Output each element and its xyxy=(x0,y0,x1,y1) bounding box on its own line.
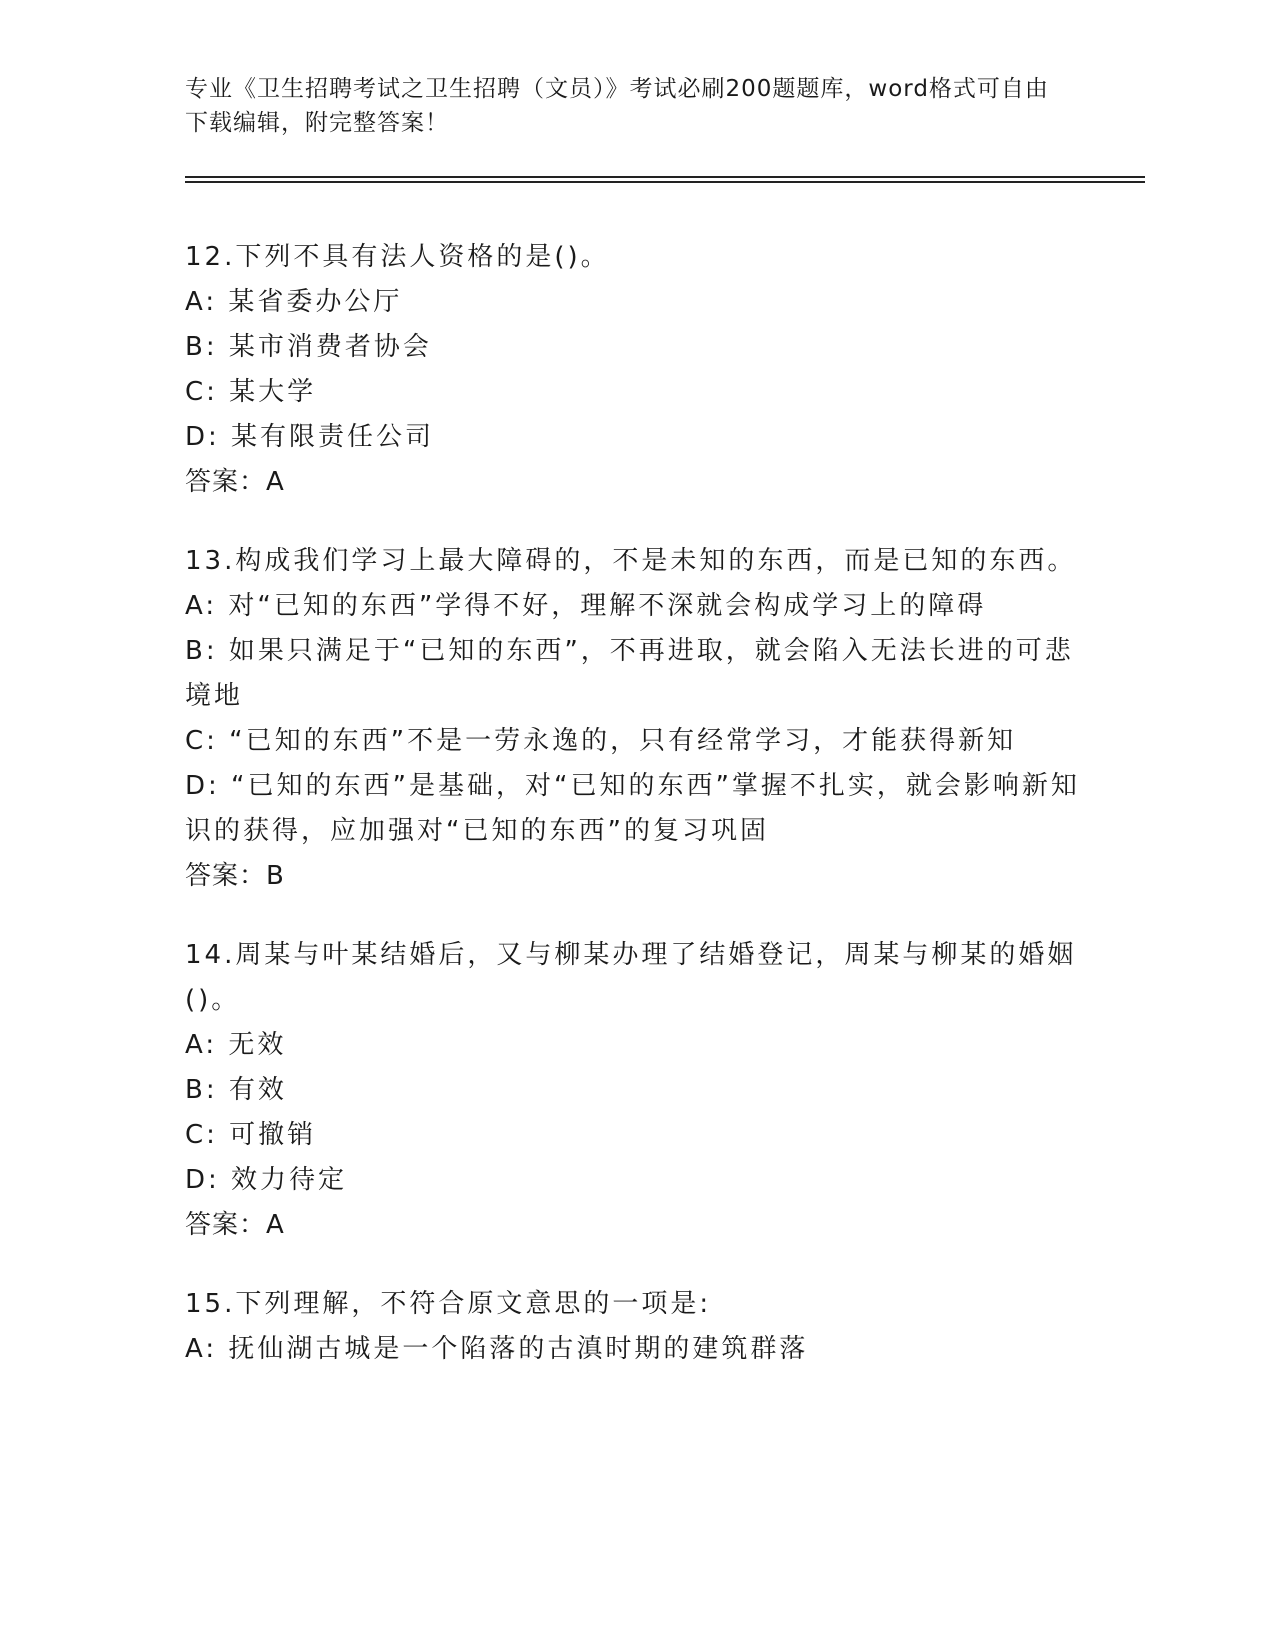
option-a: A: 某省委办公厅 xyxy=(185,287,403,317)
answer-line: 答案：A xyxy=(185,1210,285,1240)
option-d: D: 效力待定 xyxy=(185,1165,348,1195)
option-c: C: “已知的东西”不是一劳永逸的，只有经常学习，才能获得新知 xyxy=(185,726,1017,756)
question-stem: 15.下列理解，不符合原文意思的一项是: xyxy=(185,1289,712,1319)
option-a: A: 无效 xyxy=(185,1030,287,1060)
option-a: A: 抚仙湖古城是一个陷落的古滇时期的建筑群落 xyxy=(185,1334,809,1364)
option-c: C: 某大学 xyxy=(185,377,317,407)
question-stem: 13.构成我们学习上最大障碍的，不是未知的东西，而是已知的东西。 xyxy=(185,546,1077,576)
question-stem: 14.周某与叶某结婚后，又与柳某办理了结婚登记，周某与柳某的婚姻()。 xyxy=(185,940,1077,1015)
document-header: 专业《卫生招聘考试之卫生招聘（文员）》考试必刷200题题库，word格式可自由下载编辑，附完整答案！ xyxy=(185,76,1049,136)
option-b: B: 如果只满足于“已知的东西”，不再进取，就会陷入无法长进的可悲境地 xyxy=(185,636,1074,711)
question-13 xyxy=(185,539,1085,899)
answer-line: 答案：B xyxy=(185,861,285,891)
question-stem: 12.下列不具有法人资格的是()。 xyxy=(185,242,610,272)
answer-line: 答案：A xyxy=(185,467,285,497)
option-b: B: 有效 xyxy=(185,1075,287,1105)
option-d: D: 某有限责任公司 xyxy=(185,422,435,452)
question-12 xyxy=(185,235,1085,505)
question-list xyxy=(185,235,1085,1406)
header-divider-top xyxy=(185,176,1145,178)
question-15 xyxy=(185,1282,1085,1372)
option-d: D: “已知的东西”是基础，对“已知的东西”掌握不扎实，就会影响新知识的获得，应加强对“已知的东西”的复习巩固 xyxy=(185,771,1080,846)
header-divider-bottom xyxy=(185,181,1145,183)
question-14 xyxy=(185,933,1085,1248)
option-c: C: 可撤销 xyxy=(185,1120,317,1150)
option-b: B: 某市消费者协会 xyxy=(185,332,432,362)
option-a: A: 对“已知的东西”学得不好，理解不深就会构成学习上的障碍 xyxy=(185,591,987,621)
